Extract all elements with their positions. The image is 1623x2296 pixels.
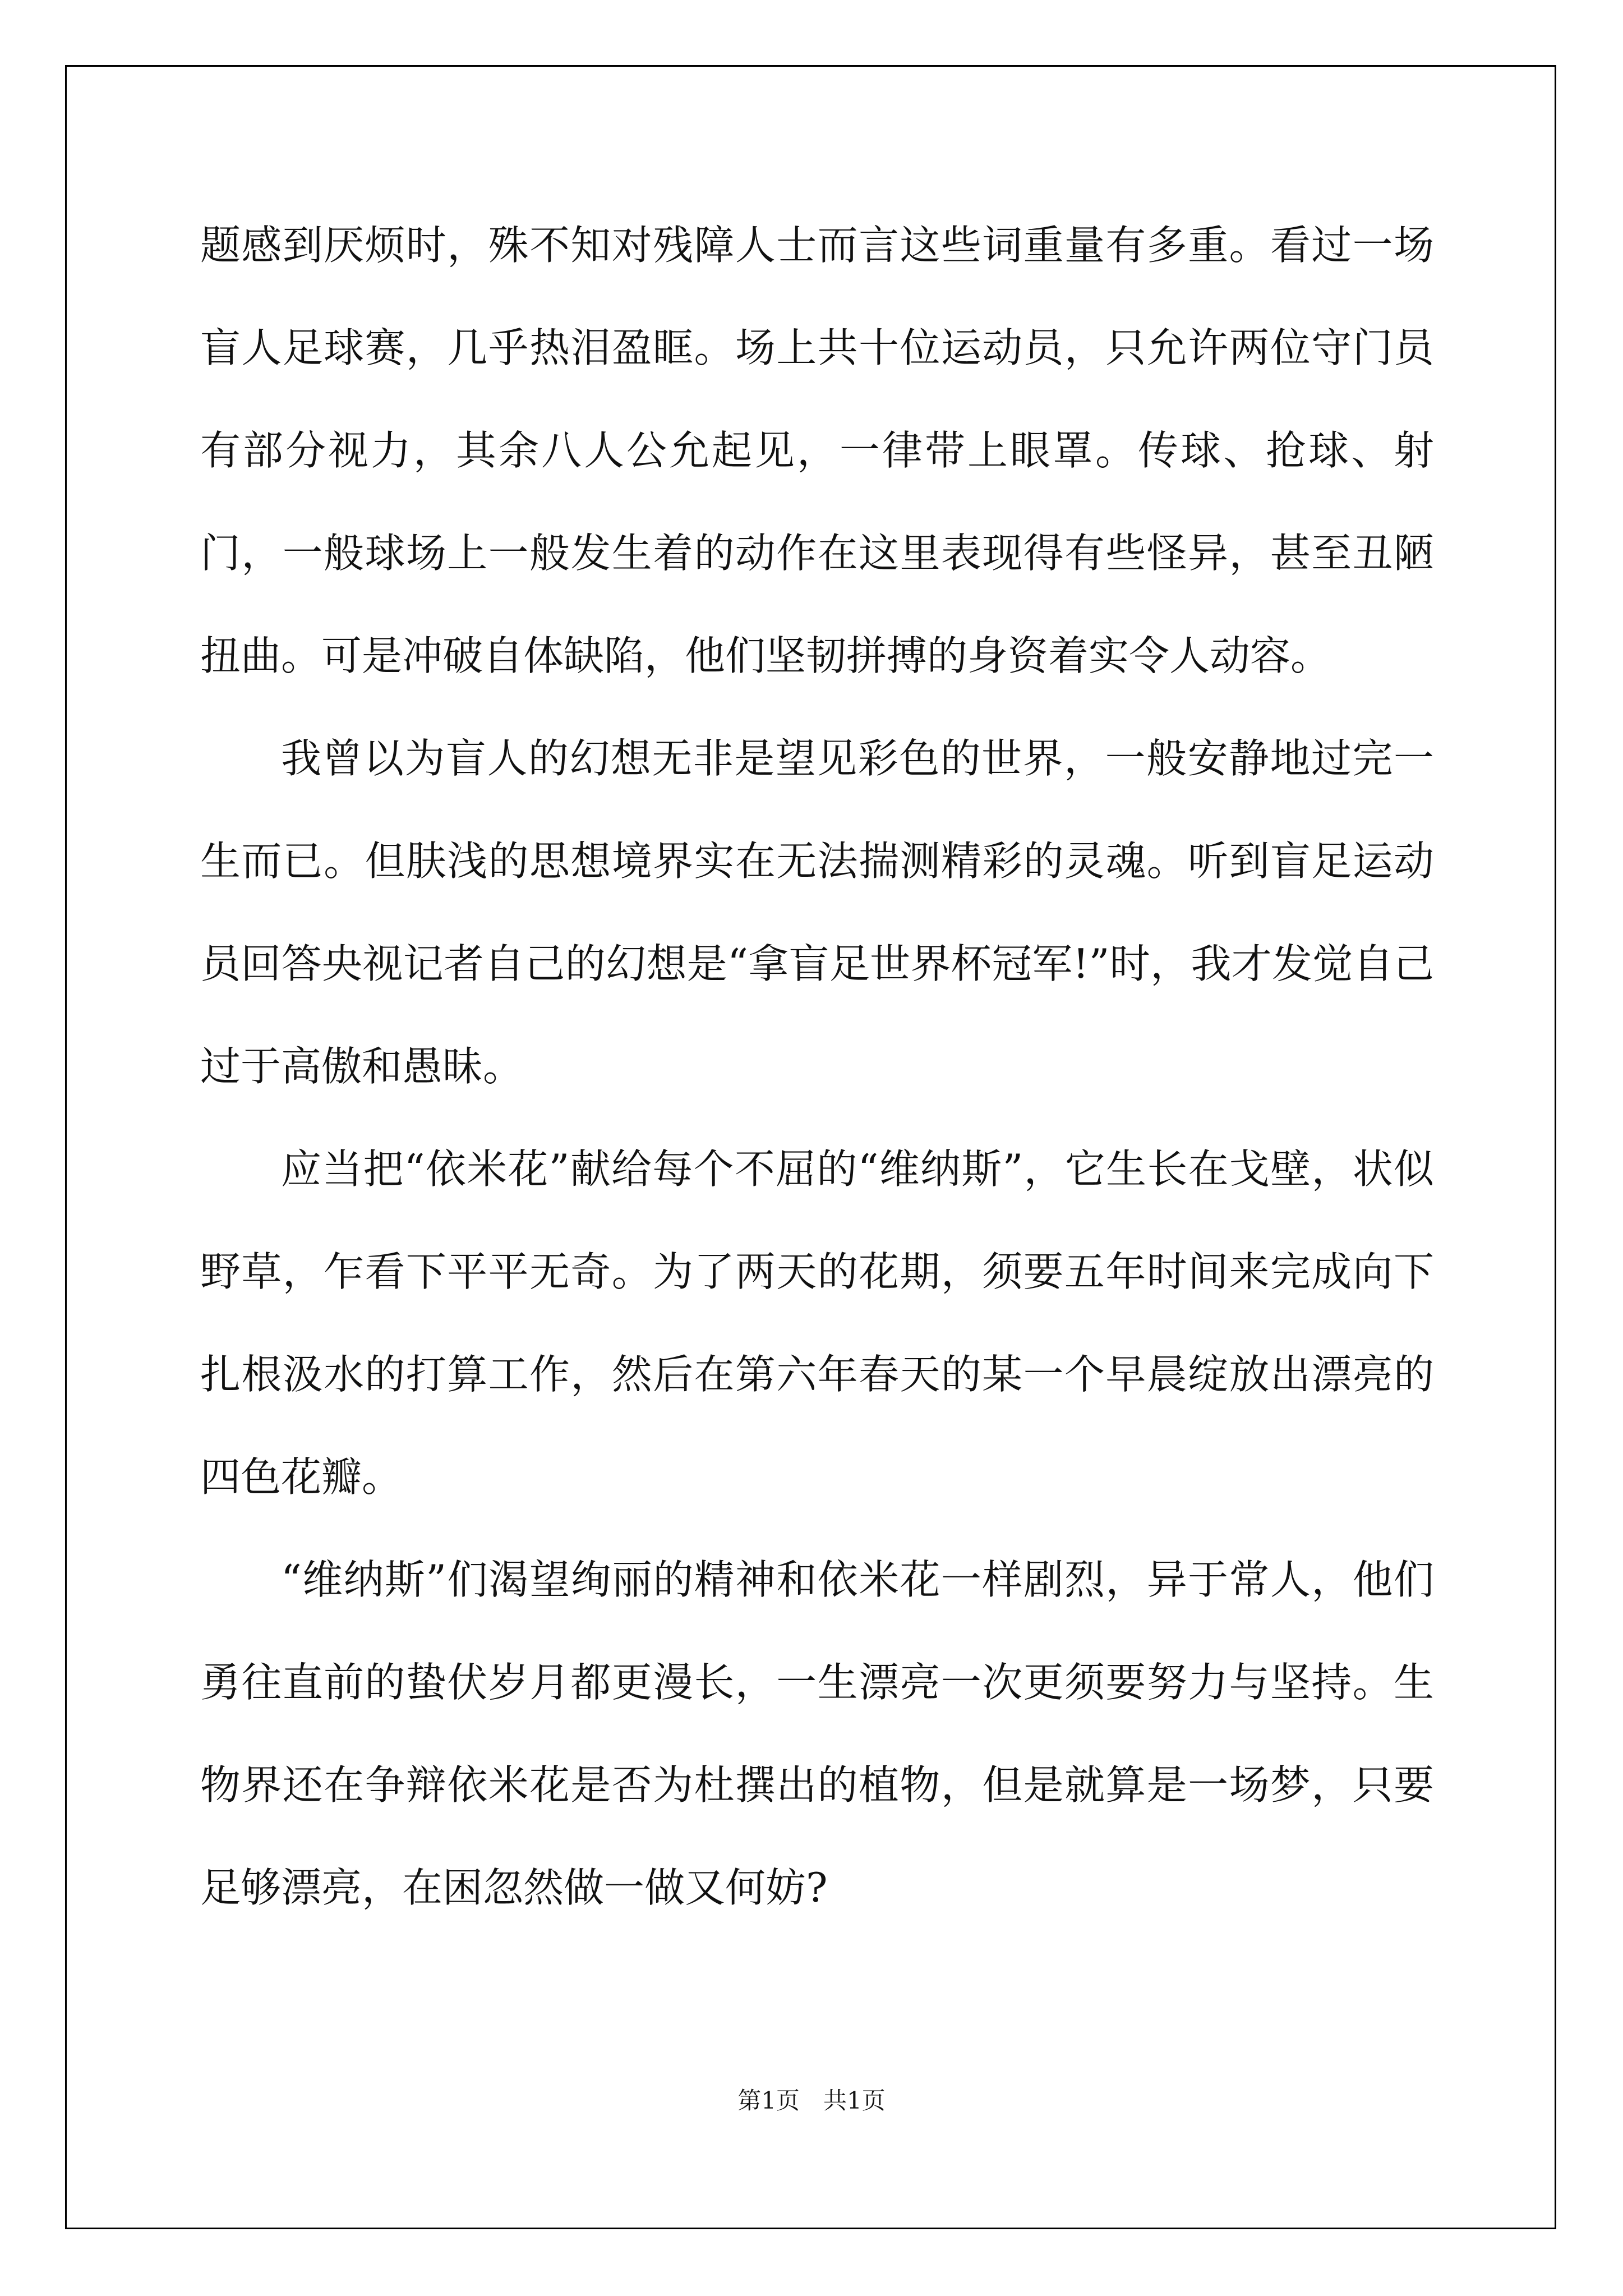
paragraph-3: 应当把“依米花”献给每个不屈的“维纳斯”，它生长在戈壁，状似野草，乍看下平平无奇。为了两天的花期，须要五年时间来完成向下扎根汲水的打算工作，然后在第六年春天的某一个早晨绽放出漂亮的四色花瓣。 bbox=[200, 1145, 1434, 1501]
page-footer bbox=[0, 2082, 1623, 2116]
paragraph-1: 题感到厌烦时，殊不知对残障人士而言这些词重量有多重。看过一场盲人足球赛，几乎热泪盈眶。场上共十位运动员，只允许两位守门员有部分视力，其余八人公允起见，一律带上眼罩。传球、抢球、射门，一般球场上一般发生着的动作在这里表现得有些怪异，甚至丑陋扭曲。可是冲破自体缺陷，他们坚韧拼搏的身资着实令人动容。 bbox=[200, 222, 1434, 679]
paragraph-4: “维纳斯”们渴望绚丽的精神和依米花一样剧烈，异于常人，他们勇往直前的蛰伏岁月都更漫长，一生漂亮一次更须要努力与坚持。生物界还在争辩依米花是否为杜撰出的植物，但是就算是一场梦，只要足够漂亮，在困忽然做一做又何妨? bbox=[200, 1556, 1434, 1911]
paragraph-2: 我曾以为盲人的幻想无非是望见彩色的世界，一般安静地过完一生而已。但肤浅的思想境界实在无法揣测精彩的灵魂。听到盲足运动员回答央视记者自己的幻想是“拿盲足世界杯冠军!”时，我才发觉自己过于高傲和愚昧。 bbox=[200, 735, 1434, 1090]
document-body bbox=[200, 194, 1434, 1939]
page-number-label: 第1页 共1页 bbox=[737, 2087, 886, 2114]
